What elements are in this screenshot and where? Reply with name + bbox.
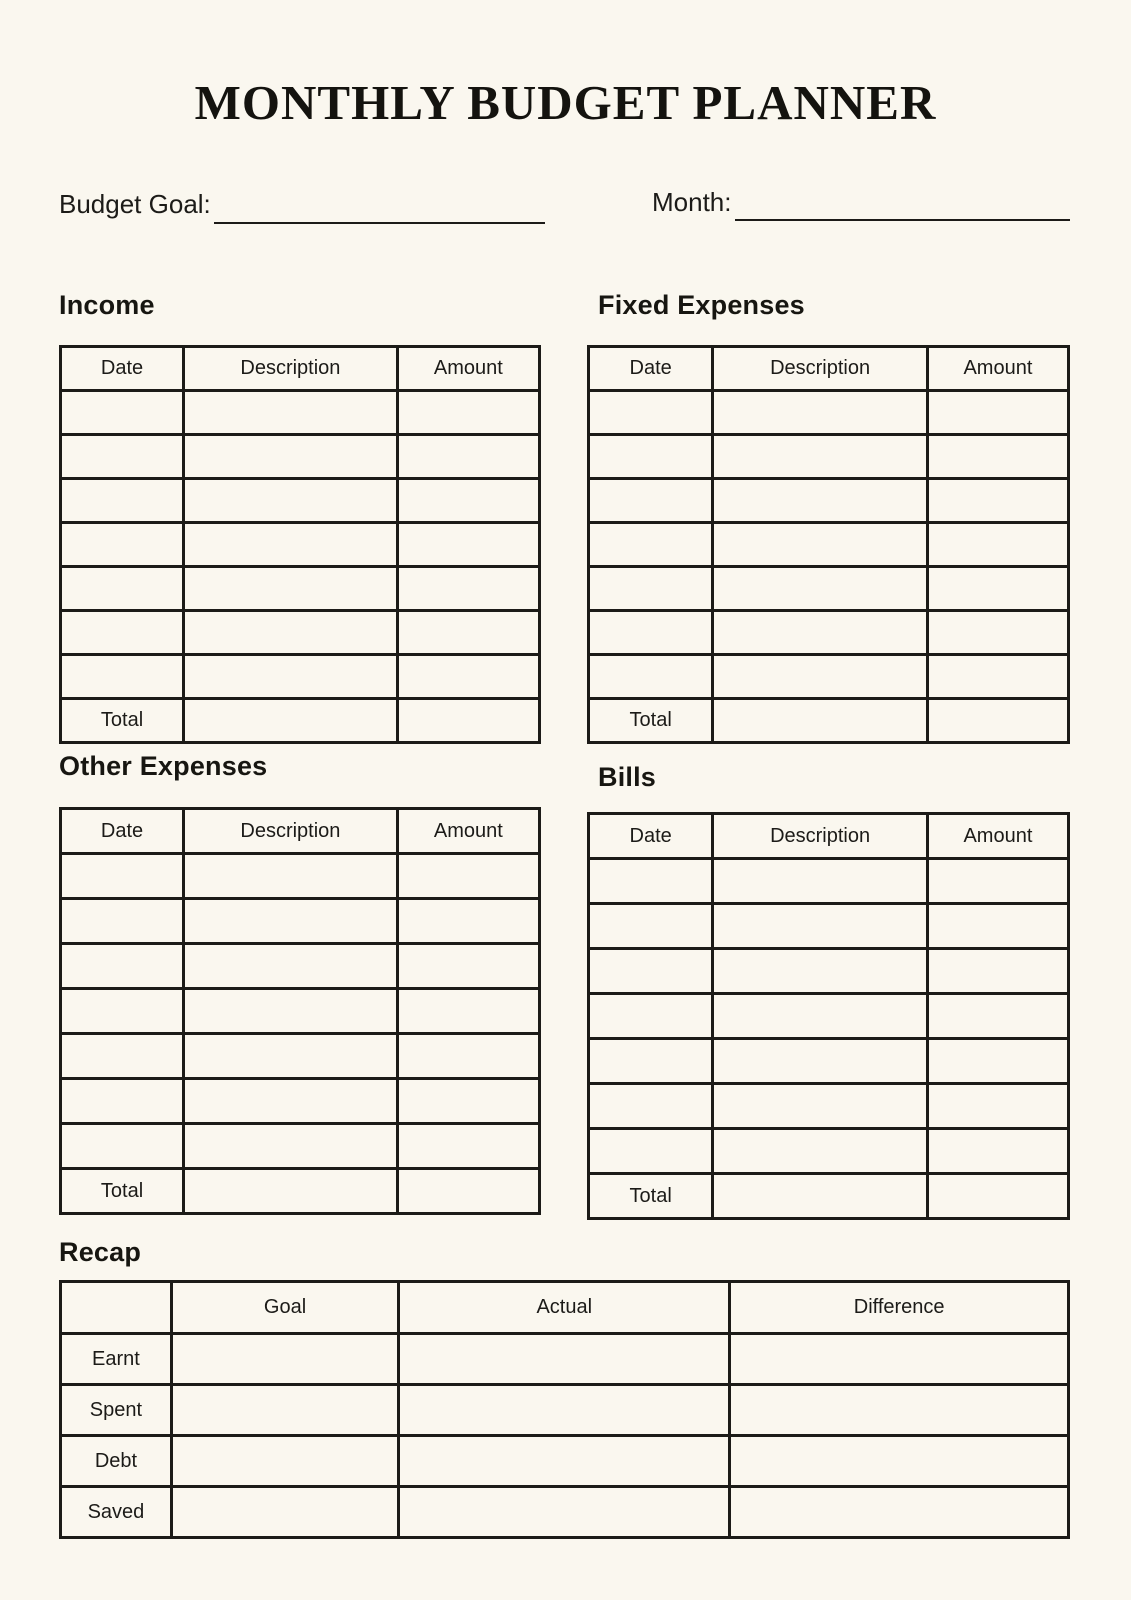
empty-cell — [730, 1487, 1069, 1538]
empty-cell — [61, 1079, 184, 1124]
total-label: Total — [589, 1174, 713, 1219]
table-row — [61, 479, 540, 523]
empty-cell — [589, 655, 713, 699]
section-heading-income: Income — [59, 290, 155, 320]
column-header-amount: Amount — [927, 814, 1068, 859]
empty-cell — [713, 567, 928, 611]
empty-cell — [184, 435, 398, 479]
table-row — [61, 655, 540, 699]
recap-row-spent — [61, 1385, 1069, 1436]
table-header-row — [589, 347, 1069, 391]
empty-cell — [397, 1124, 539, 1169]
empty-cell — [589, 479, 713, 523]
table-row — [61, 1034, 540, 1079]
empty-cell — [927, 859, 1068, 904]
table-header-row — [61, 347, 540, 391]
empty-cell — [399, 1334, 730, 1385]
table-row — [61, 435, 540, 479]
total-row — [61, 699, 540, 743]
empty-cell — [184, 1034, 398, 1079]
empty-cell — [184, 611, 398, 655]
empty-cell — [713, 435, 928, 479]
recap-table — [59, 1280, 1070, 1539]
column-header-description: Description — [184, 809, 398, 854]
table-row — [61, 391, 540, 435]
other-expenses-table — [59, 807, 541, 1215]
table-row — [61, 899, 540, 944]
empty-cell — [713, 655, 928, 699]
empty-cell — [61, 1034, 184, 1079]
empty-cell — [171, 1334, 398, 1385]
empty-cell — [713, 699, 928, 743]
empty-cell — [927, 391, 1068, 435]
section-heading-recap: Recap — [59, 1237, 142, 1267]
section-heading-other-expenses: Other Expenses — [59, 751, 268, 781]
empty-cell — [397, 391, 539, 435]
empty-cell — [397, 1169, 539, 1214]
empty-cell — [589, 1129, 713, 1174]
empty-cell — [399, 1487, 730, 1538]
table-row — [589, 859, 1069, 904]
empty-cell — [589, 904, 713, 949]
column-header-goal: Goal — [171, 1282, 398, 1334]
empty-cell — [397, 435, 539, 479]
empty-cell — [589, 567, 713, 611]
table-header-row — [589, 814, 1069, 859]
column-header-date: Date — [61, 809, 184, 854]
empty-cell — [397, 899, 539, 944]
page-title: MONTHLY BUDGET PLANNER — [194, 75, 937, 130]
recap-row-debt — [61, 1436, 1069, 1487]
empty-cell — [61, 391, 184, 435]
empty-cell — [399, 1436, 730, 1487]
table-row — [61, 854, 540, 899]
table-row — [589, 904, 1069, 949]
empty-cell — [61, 944, 184, 989]
empty-cell — [61, 989, 184, 1034]
empty-cell — [61, 479, 184, 523]
total-row — [589, 699, 1069, 743]
empty-cell — [184, 854, 398, 899]
empty-cell — [927, 699, 1068, 743]
empty-cell — [589, 391, 713, 435]
row-label: Spent — [61, 1385, 172, 1436]
total-label: Total — [61, 1169, 184, 1214]
table-row — [61, 611, 540, 655]
income-table — [59, 345, 541, 744]
empty-cell — [589, 1039, 713, 1084]
month-blank-line — [735, 219, 1070, 221]
empty-cell — [397, 1034, 539, 1079]
empty-cell — [397, 699, 539, 743]
empty-cell — [589, 994, 713, 1039]
recap-row-saved — [61, 1487, 1069, 1538]
empty-cell — [397, 1079, 539, 1124]
empty-cell — [713, 1174, 928, 1219]
table-row — [61, 1079, 540, 1124]
empty-cell — [927, 1129, 1068, 1174]
column-header-description: Description — [184, 347, 398, 391]
empty-cell — [713, 904, 928, 949]
empty-cell — [927, 435, 1068, 479]
empty-cell — [713, 949, 928, 994]
table-row — [61, 944, 540, 989]
table-row — [589, 1129, 1069, 1174]
empty-cell — [184, 391, 398, 435]
empty-cell — [171, 1436, 398, 1487]
empty-cell — [589, 949, 713, 994]
column-header-amount: Amount — [927, 347, 1068, 391]
table-row — [589, 1084, 1069, 1129]
empty-cell — [61, 611, 184, 655]
empty-cell — [184, 479, 398, 523]
empty-cell — [713, 479, 928, 523]
table-row — [589, 949, 1069, 994]
table-header-row — [61, 1282, 1069, 1334]
empty-cell — [171, 1487, 398, 1538]
empty-cell — [713, 859, 928, 904]
empty-cell — [184, 899, 398, 944]
empty-cell — [927, 611, 1068, 655]
empty-cell — [927, 1174, 1068, 1219]
total-row — [589, 1174, 1069, 1219]
empty-cell — [184, 1124, 398, 1169]
empty-cell — [927, 904, 1068, 949]
empty-cell — [730, 1436, 1069, 1487]
empty-cell — [184, 699, 398, 743]
empty-cell — [589, 1084, 713, 1129]
total-label: Total — [589, 699, 713, 743]
empty-cell — [730, 1385, 1069, 1436]
empty-cell — [171, 1385, 398, 1436]
table-row — [589, 655, 1069, 699]
empty-cell — [397, 655, 539, 699]
table-row — [589, 523, 1069, 567]
empty-cell — [184, 567, 398, 611]
total-label: Total — [61, 699, 184, 743]
table-row — [61, 989, 540, 1034]
empty-cell — [713, 611, 928, 655]
empty-cell — [589, 435, 713, 479]
empty-cell — [61, 1124, 184, 1169]
empty-cell — [397, 567, 539, 611]
empty-cell — [730, 1334, 1069, 1385]
column-header-actual: Actual — [399, 1282, 730, 1334]
column-header-description: Description — [713, 347, 928, 391]
empty-cell — [397, 854, 539, 899]
empty-cell — [713, 1129, 928, 1174]
empty-cell — [397, 944, 539, 989]
empty-cell — [61, 854, 184, 899]
empty-cell — [713, 1084, 928, 1129]
empty-cell — [184, 944, 398, 989]
empty-cell — [589, 611, 713, 655]
row-label: Debt — [61, 1436, 172, 1487]
total-row — [61, 1169, 540, 1214]
section-heading-fixed-expenses: Fixed Expenses — [598, 290, 805, 320]
empty-cell — [61, 899, 184, 944]
empty-cell — [61, 523, 184, 567]
column-header-amount: Amount — [397, 809, 539, 854]
table-row — [589, 435, 1069, 479]
empty-cell — [927, 523, 1068, 567]
empty-cell — [397, 523, 539, 567]
table-row — [61, 523, 540, 567]
table-header-row — [61, 809, 540, 854]
column-header-date: Date — [589, 347, 713, 391]
empty-cell — [397, 989, 539, 1034]
empty-cell — [927, 655, 1068, 699]
empty-cell — [927, 1039, 1068, 1084]
empty-cell — [589, 859, 713, 904]
empty-cell — [713, 994, 928, 1039]
column-header-date: Date — [61, 347, 184, 391]
column-header-blank — [61, 1282, 172, 1334]
empty-cell — [713, 1039, 928, 1084]
table-row — [589, 994, 1069, 1039]
column-header-difference: Difference — [730, 1282, 1069, 1334]
empty-cell — [713, 391, 928, 435]
empty-cell — [927, 479, 1068, 523]
empty-cell — [927, 567, 1068, 611]
empty-cell — [61, 567, 184, 611]
budget-goal-label: Budget Goal: — [59, 189, 211, 219]
empty-cell — [927, 1084, 1068, 1129]
month-label: Month: — [652, 187, 732, 217]
bills-table — [587, 812, 1070, 1220]
table-row — [61, 1124, 540, 1169]
empty-cell — [184, 1169, 398, 1214]
empty-cell — [713, 523, 928, 567]
recap-row-earnt — [61, 1334, 1069, 1385]
column-header-description: Description — [713, 814, 928, 859]
empty-cell — [399, 1385, 730, 1436]
fixed-expenses-table — [587, 345, 1070, 744]
table-row — [61, 567, 540, 611]
budget-goal-blank-line — [214, 222, 545, 224]
empty-cell — [184, 1079, 398, 1124]
row-label: Saved — [61, 1487, 172, 1538]
table-row — [589, 479, 1069, 523]
empty-cell — [61, 655, 184, 699]
row-label: Earnt — [61, 1334, 172, 1385]
column-header-amount: Amount — [397, 347, 539, 391]
empty-cell — [184, 655, 398, 699]
empty-cell — [184, 523, 398, 567]
table-row — [589, 1039, 1069, 1084]
empty-cell — [61, 435, 184, 479]
table-row — [589, 611, 1069, 655]
empty-cell — [589, 523, 713, 567]
column-header-date: Date — [589, 814, 713, 859]
empty-cell — [184, 989, 398, 1034]
table-row — [589, 391, 1069, 435]
empty-cell — [927, 949, 1068, 994]
table-row — [589, 567, 1069, 611]
empty-cell — [397, 479, 539, 523]
empty-cell — [397, 611, 539, 655]
empty-cell — [927, 994, 1068, 1039]
section-heading-bills: Bills — [598, 762, 657, 792]
